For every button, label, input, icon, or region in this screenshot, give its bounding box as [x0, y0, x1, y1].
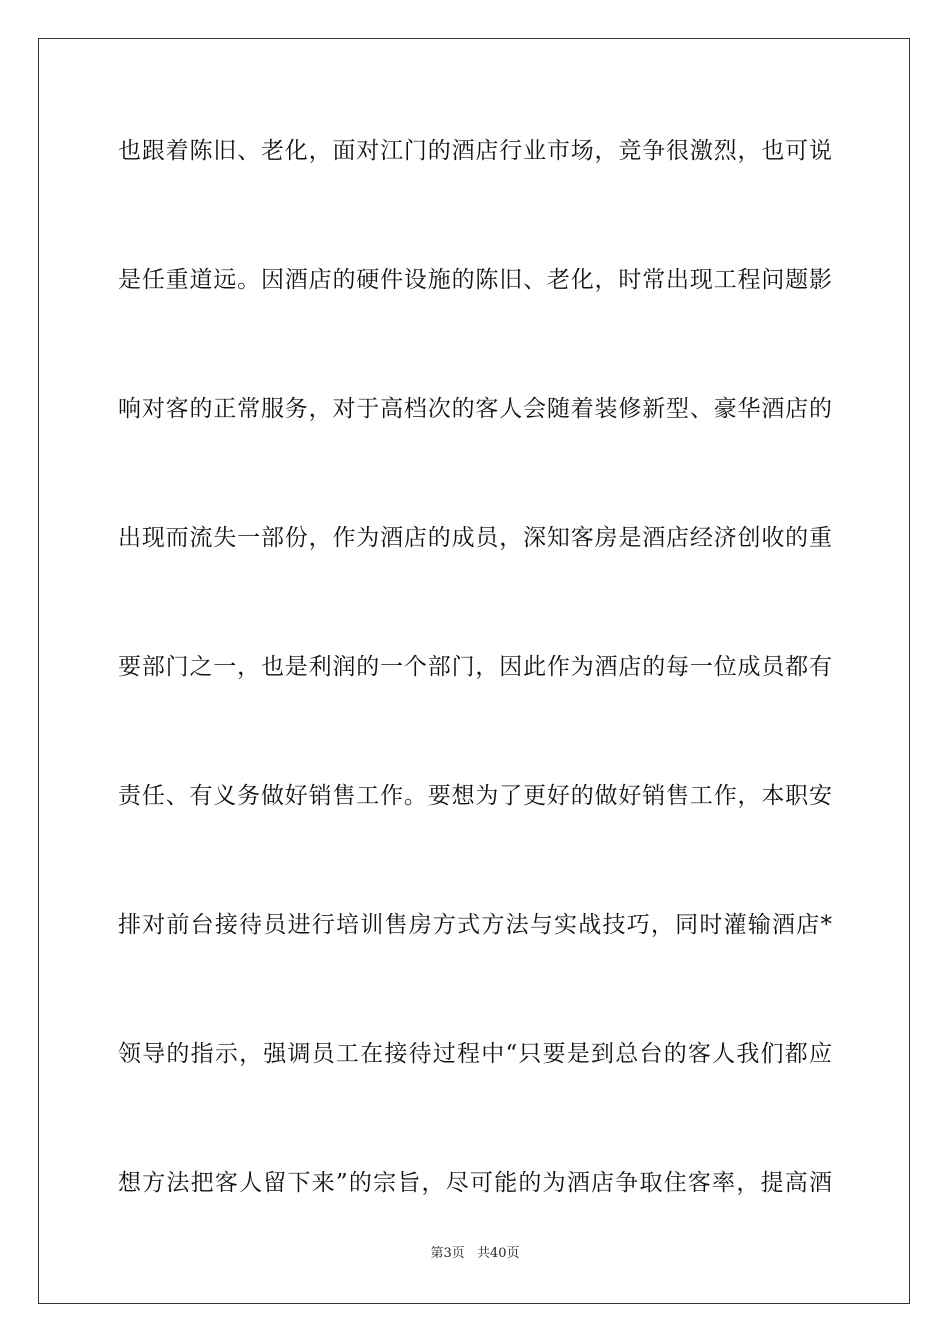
- text-line: 是任重道远。因酒店的硬件设施的陈旧、老化，时常出现工程问题影: [118, 267, 832, 293]
- page-number: 第3页: [430, 1246, 465, 1261]
- page-total: 共40页: [476, 1246, 520, 1261]
- text-line: 领导的指示，强调员工在接待过程中“只要是到总台的客人我们都应: [118, 1041, 832, 1067]
- text-line: 要部门之一，也是利润的一个部门，因此作为酒店的每一位成员都有: [118, 654, 832, 680]
- text-line: 排对前台接待员进行培训售房方式方法与实战技巧，同时灌输酒店*: [118, 912, 832, 938]
- text-line: 想方法把客人留下来”的宗旨，尽可能的为酒店争取住客率，提高酒: [118, 1170, 832, 1196]
- text-line: 响对客的正常服务，对于高档次的客人会随着装修新型、豪华酒店的: [118, 396, 832, 422]
- text-line: 也跟着陈旧、老化，面对江门的酒店行业市场，竞争很激烈，也可说: [118, 138, 832, 164]
- text-line: 出现而流失一部份，作为酒店的成员，深知客房是酒店经济创收的重: [118, 525, 832, 551]
- text-line: 责任、有义务做好销售工作。要想为了更好的做好销售工作，本职安: [118, 783, 832, 809]
- page-footer: [0, 1244, 950, 1264]
- body-text: [118, 131, 832, 1292]
